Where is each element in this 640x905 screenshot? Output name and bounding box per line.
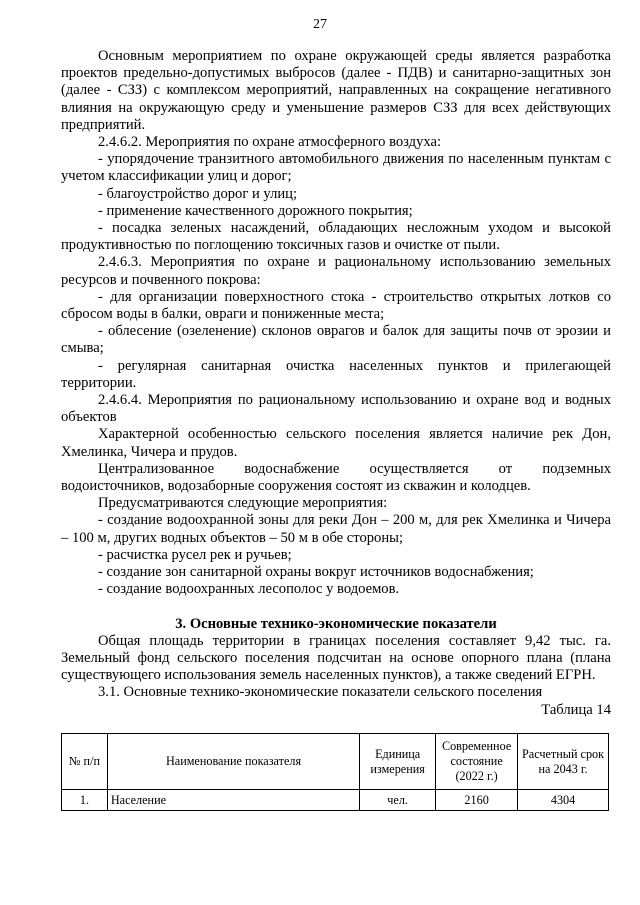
- header-unit: Единица измерения: [360, 734, 436, 790]
- section-heading: 2.4.6.2. Мероприятия по охране атмосферного воздуха:: [98, 134, 442, 151]
- list-item: - расчистка русел рек и ручьев;: [98, 546, 292, 563]
- cell-name: Население: [107, 790, 359, 811]
- paragraph: Централизованное водоснабжение осуществляется от подземных водоисточников, водозаборные сооружения состоят из скважин и колодцев.: [61, 460, 611, 495]
- paragraph: Предусматриваются следующие мероприятия:: [98, 495, 388, 512]
- list-item: - посадка зеленых насаждений, обладающих несложным уходом и высокой продуктивностью по поглощению токсичных газов и очистке от пыли.: [61, 220, 611, 254]
- list-item: - для организации поверхностного стока - строительство открытых лотков со сбросом воды в балки, овраги и пониженные места;: [61, 288, 611, 323]
- list-item: - облесение (озеленение) склонов оврагов и балок для защиты почв от эрозии и смыва;: [61, 323, 611, 357]
- header-target: Расчетный срок на 2043 г.: [518, 734, 609, 790]
- list-item: - применение качественного дорожного покрытия;: [98, 202, 413, 219]
- paragraph: Общая площадь территории в границах поселения составляет 9,42 тыс. га. Земельный фонд сельского поселения подсчитан на основе опорного плана (плана существующего использования земель населенных пунктов), а также сведений ЕГРН.: [61, 632, 611, 684]
- table-header-row: [62, 734, 609, 790]
- section-heading: 2.4.6.3. Мероприятия по охране и рациональному использованию земельных ресурсов и почвенного покрова:: [61, 254, 611, 288]
- table-caption: Таблица 14: [541, 701, 611, 718]
- cell-num: 1.: [62, 790, 108, 811]
- cell-current: 2160: [436, 790, 518, 811]
- list-item: - создание водоохранной зоны для реки Дон – 200 м, для рек Хмелинка и Чичера – 100 м, других водных объектов – 50 м в обе стороны;: [61, 512, 611, 546]
- list-item: - благоустройство дорог и улиц;: [98, 185, 298, 202]
- chapter-title: 3. Основные технико-экономические показатели: [175, 615, 497, 632]
- cell-target: 4304: [518, 790, 609, 811]
- page-number: 27: [313, 17, 327, 32]
- paragraph: Основным мероприятием по охране окружающей среды является разработка проектов предельно-допустимых выбросов (далее - ПДВ) и санитарно-защитных зон (далее - СЗЗ) с комплексом мероприятий, направленных на сокращение негативного влияния на окружающую среду и уменьшение размеров СЗЗ для всех действующих предприятий.: [61, 48, 611, 133]
- section-heading: 3.1. Основные технико-экономические показатели сельского поселения: [98, 684, 543, 701]
- header-name: Наименование показателя: [107, 734, 359, 790]
- cell-unit: чел.: [360, 790, 436, 811]
- list-item: - создание водоохранных лесополос у водоемов.: [98, 581, 400, 598]
- document-body: [61, 48, 611, 719]
- header-num: № п/п: [62, 734, 108, 790]
- indicators-table: [61, 733, 609, 811]
- table-row: [62, 790, 609, 811]
- list-item: - упорядочение транзитного автомобильного движения по населенным пунктам с учетом классификации улиц и дорог;: [61, 151, 611, 185]
- section-heading: 2.4.6.4. Мероприятия по рациональному использованию и охране вод и водных объектов: [61, 392, 611, 426]
- list-item: - создание зон санитарной охраны вокруг источников водоснабжения;: [98, 564, 534, 581]
- paragraph: Характерной особенностью сельского поселения является наличие рек Дон, Хмелинка, Чичера и прудов.: [61, 426, 611, 460]
- list-item: - регулярная санитарная очистка населенных пунктов и прилегающей территории.: [61, 357, 611, 391]
- header-current: Современное состояние (2022 г.): [436, 734, 518, 790]
